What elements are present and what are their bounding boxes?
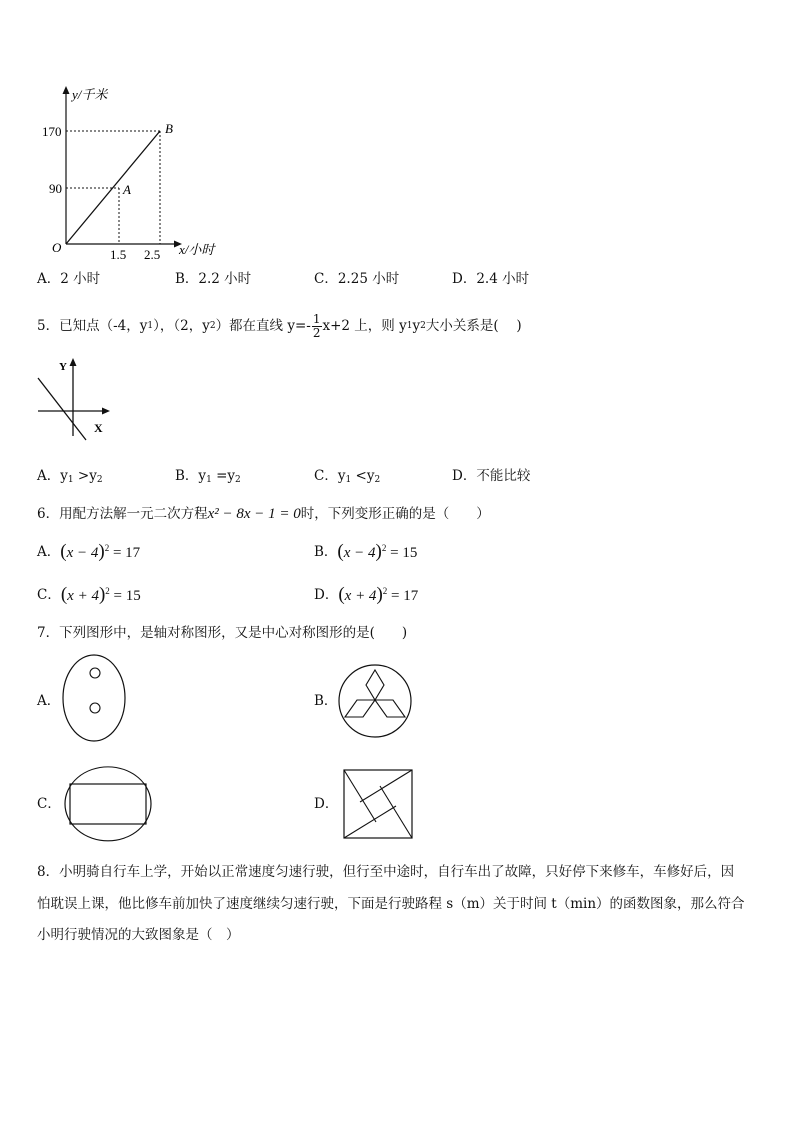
q7-d-line-4 bbox=[344, 806, 396, 838]
q6-option-c-letter: C． bbox=[37, 587, 61, 604]
q5-fraction-num: 1 bbox=[312, 311, 321, 326]
q4-y-axis-label: y/千米 bbox=[72, 87, 108, 102]
q6-option-b-letter: B． bbox=[314, 544, 338, 561]
q7-option-c-letter[interactable]: C． bbox=[37, 796, 61, 812]
q5-x-label: X bbox=[94, 421, 103, 435]
q5-decreasing-line bbox=[38, 378, 86, 440]
q5-stem-part4: x+2 上，则 y bbox=[322, 317, 407, 334]
q5-y-label: Y bbox=[59, 361, 67, 373]
q7-a-top-circle bbox=[90, 668, 100, 678]
q4-option-a-text: 2 小时 bbox=[60, 271, 101, 287]
q4-x-tick-1-5: 1.5 bbox=[110, 247, 127, 262]
q7-stem bbox=[37, 625, 407, 641]
q6-option-b-exp: 2 bbox=[381, 543, 387, 553]
q5-stem-part6: 大小关系是( ) bbox=[425, 317, 522, 334]
q4-point-a-label: A bbox=[123, 182, 131, 197]
q6-option-c-expr: $(x + 4)^2 = 15$ bbox=[60, 584, 141, 605]
q5-option-a-sub2: 2 bbox=[96, 475, 103, 485]
q5-x-axis-arrow bbox=[102, 408, 110, 415]
q5-option-a-letter: A． bbox=[37, 468, 61, 484]
q5-sub4: 2 bbox=[420, 320, 426, 331]
q6-option-b[interactable] bbox=[314, 541, 417, 564]
q5-option-a[interactable] bbox=[37, 468, 103, 486]
q4-origin-label: O bbox=[52, 240, 62, 255]
q5-option-c[interactable] bbox=[314, 468, 380, 486]
q7-option-b-letter[interactable]: B． bbox=[314, 693, 338, 709]
q5-option-d-letter: D． bbox=[452, 468, 477, 484]
q6-stem bbox=[37, 505, 490, 523]
q4-y-tick-90: 90 bbox=[49, 181, 62, 196]
q5-number: 5． bbox=[37, 317, 60, 334]
q5-option-c-sub1: 1 bbox=[345, 475, 352, 485]
q7-number: 7． bbox=[37, 625, 60, 641]
q7-a-bottom-circle bbox=[90, 703, 100, 713]
q4-option-a-letter: A． bbox=[37, 271, 61, 287]
q6-option-d[interactable] bbox=[314, 584, 418, 607]
q4-option-a[interactable] bbox=[37, 271, 100, 287]
q7-b-right-rhombus bbox=[375, 700, 405, 717]
q5-option-a-sub1: 1 bbox=[67, 475, 74, 485]
q7-d-square bbox=[344, 770, 412, 838]
q6-option-a-inner: x − 4 bbox=[66, 545, 99, 561]
q7-d-line-1 bbox=[344, 770, 376, 822]
q4-option-b[interactable] bbox=[175, 271, 251, 287]
q5-option-b-letter: B． bbox=[175, 468, 199, 484]
q4-y-tick-170: 170 bbox=[42, 124, 62, 139]
q7-d-line-3 bbox=[380, 786, 412, 838]
q5-option-b-sub1: 1 bbox=[206, 475, 212, 485]
q4-option-c-text: 2.25 小时 bbox=[337, 271, 400, 287]
q4-x-tick-2-5: 2.5 bbox=[144, 247, 161, 262]
q5-option-b-op: =y bbox=[211, 468, 236, 484]
q7-stem-text: 下列图形中，是轴对称图形，又是中心对称图形的是( ) bbox=[59, 625, 408, 641]
q4-option-d-text: 2.4 小时 bbox=[476, 271, 530, 287]
q5-stem-part2: ），（2，y bbox=[153, 317, 210, 334]
q6-option-c-rhs: = 15 bbox=[113, 588, 141, 604]
q5-y-axis-arrow bbox=[70, 358, 77, 366]
q6-option-c[interactable] bbox=[37, 584, 141, 607]
q5-option-c-sub2: 2 bbox=[374, 475, 381, 485]
q4-point-b-label: B bbox=[165, 121, 173, 136]
q6-option-a[interactable] bbox=[37, 541, 140, 564]
q5-sub3: 1 bbox=[406, 320, 413, 331]
q7-d-line-2 bbox=[360, 770, 412, 802]
q8-line-1 bbox=[37, 864, 734, 880]
q5-sub2: 2 bbox=[209, 320, 216, 331]
q6-option-a-expr: $(x - 4)^2 = 17$ bbox=[60, 541, 141, 562]
q4-distance-time-graph bbox=[40, 82, 215, 264]
q5-stem-part1: 已知点（-4，y bbox=[59, 317, 148, 334]
q4-option-d[interactable] bbox=[452, 271, 529, 287]
q6-option-d-rhs: = 17 bbox=[391, 588, 419, 604]
q5-option-b-y: y bbox=[198, 468, 207, 484]
q7-option-d-figure[interactable] bbox=[342, 768, 414, 840]
q5-stem bbox=[37, 306, 522, 346]
q5-stem-part3: ）都在直线 y=- bbox=[215, 317, 311, 334]
q5-option-c-y: y bbox=[337, 468, 346, 484]
q8-line-3: 小明行驶情况的大致图象是（ ） bbox=[37, 927, 240, 943]
q5-option-d-text: 不能比较 bbox=[476, 468, 531, 484]
q7-option-a-figure[interactable] bbox=[60, 652, 130, 744]
q6-option-a-letter: A． bbox=[37, 544, 61, 561]
q4-option-c[interactable] bbox=[314, 271, 399, 287]
q5-option-c-letter: C． bbox=[314, 468, 338, 484]
q6-stem-pre: 用配方法解一元二次方程 bbox=[59, 505, 208, 522]
q6-option-c-inner: x + 4 bbox=[67, 588, 99, 604]
q6-number: 6． bbox=[37, 505, 60, 522]
q6-option-b-rhs: = 15 bbox=[390, 545, 418, 561]
q5-stem-part5: y bbox=[412, 317, 421, 334]
q4-option-b-text: 2.2 小时 bbox=[198, 271, 252, 287]
q6-option-a-exp: 2 bbox=[104, 543, 110, 553]
q5-option-d[interactable] bbox=[452, 468, 530, 484]
q8-line-1-text: 小明骑自行车上学，开始以正常速度匀速行驶，但行至中途时，自行车出了故障，只好停下来修车，车修好后，因 bbox=[59, 864, 735, 880]
q5-option-c-op: <y bbox=[351, 468, 375, 484]
q5-fraction bbox=[312, 313, 322, 339]
q7-option-a-letter[interactable]: A． bbox=[37, 693, 61, 709]
q5-sub1: 1 bbox=[147, 320, 154, 331]
q4-line-oab bbox=[66, 131, 160, 244]
q7-option-d-letter[interactable]: D． bbox=[314, 796, 339, 812]
q7-b-top-rhombus bbox=[366, 670, 384, 700]
q8-line-2: 怕耽误上课，他比修车前加快了速度继续匀速行驶，下面是行驶路程 s（m）关于时间 t（min）的函数图象，那么符合 bbox=[37, 896, 745, 912]
q6-option-b-inner: x − 4 bbox=[343, 545, 376, 561]
q7-option-b-figure[interactable] bbox=[337, 663, 413, 739]
q6-stem-post: 时，下列变形正确的是（ ） bbox=[300, 505, 490, 522]
q5-line-graph bbox=[34, 356, 116, 440]
q6-option-a-rhs: = 17 bbox=[112, 545, 141, 561]
q6-option-d-exp: 2 bbox=[382, 586, 388, 596]
q7-option-c-figure[interactable] bbox=[64, 766, 152, 842]
q5-option-b-sub2: 2 bbox=[235, 475, 241, 485]
q5-option-a-y: y bbox=[60, 468, 68, 484]
q6-option-d-expr: $(x + 4)^2 = 17$ bbox=[338, 584, 419, 605]
q4-y-axis-arrow bbox=[63, 86, 70, 94]
q6-option-d-inner: x + 4 bbox=[344, 588, 377, 604]
q5-option-b[interactable] bbox=[175, 468, 241, 486]
q6-option-c-exp: 2 bbox=[105, 586, 110, 596]
q7-b-left-rhombus bbox=[345, 700, 375, 717]
q6-equation: x² − 8x − 1 = 0 bbox=[207, 506, 301, 522]
q4-option-b-letter: B． bbox=[175, 271, 199, 287]
q6-option-b-expr: $(x - 4)^2 = 15$ bbox=[337, 541, 418, 562]
q7-c-circle bbox=[65, 767, 151, 841]
q4-x-axis-label: x/小时 bbox=[179, 242, 215, 257]
q8-number: 8． bbox=[37, 864, 60, 880]
q6-option-d-letter: D． bbox=[314, 587, 339, 604]
q4-option-c-letter: C． bbox=[314, 271, 338, 287]
q4-option-d-letter: D． bbox=[452, 271, 477, 287]
q7-c-rectangle bbox=[70, 784, 146, 824]
q5-option-a-op: >y bbox=[73, 468, 97, 484]
q5-fraction-den: 2 bbox=[312, 325, 321, 340]
